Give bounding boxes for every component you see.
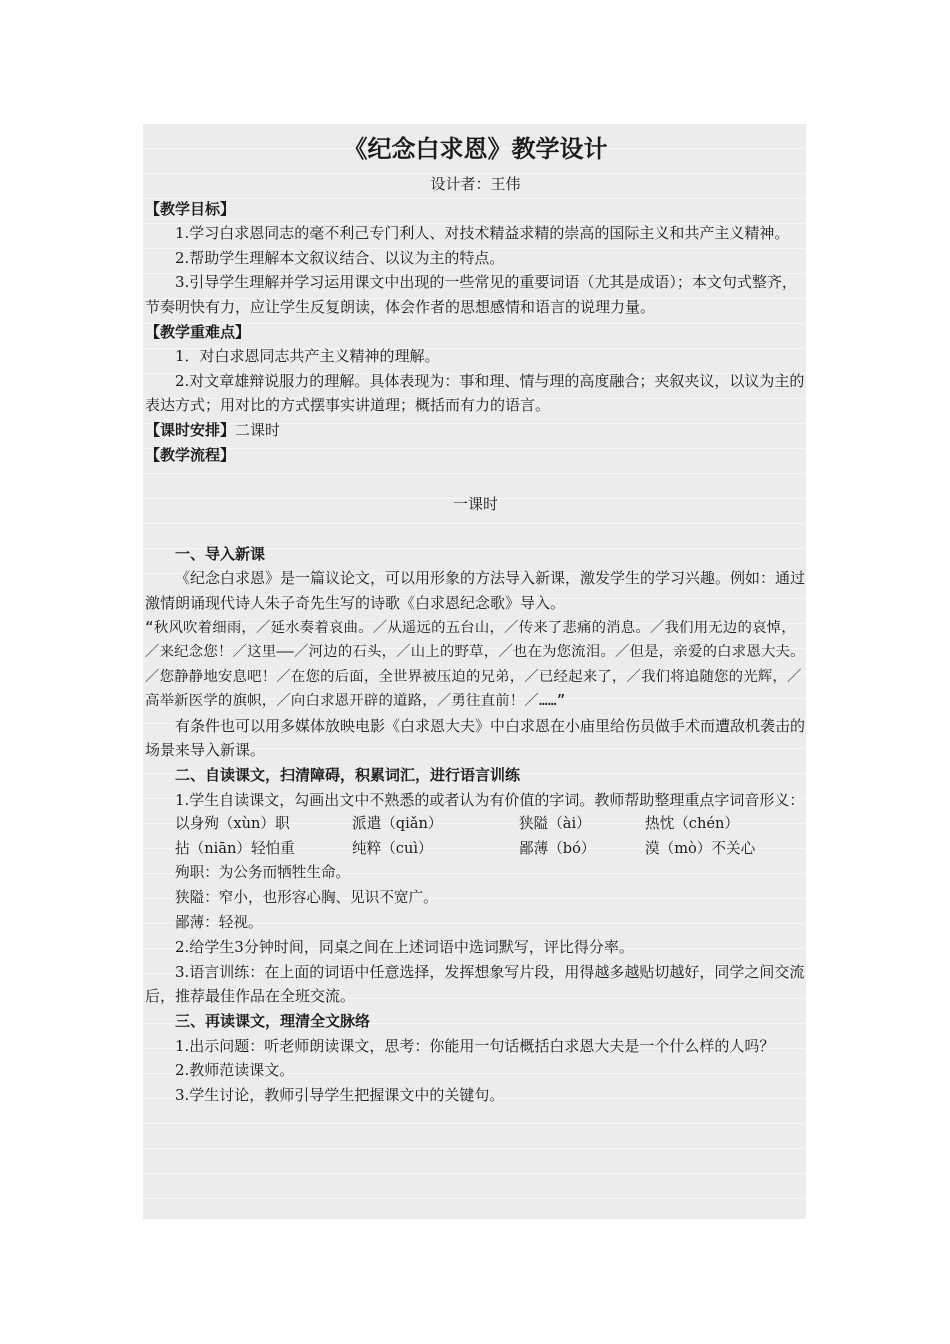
section-2-paragraph: 3.语言训练：在上面的词语中任意选择，发挥想象写片段，用得越多越贴切越好，同学之间交流后，推荐最佳作品在全班交流。 xyxy=(145,962,805,1006)
schedule-heading: 【课时安排】 xyxy=(145,420,236,439)
vocab-term: 以身殉（xùn）职 xyxy=(175,815,290,833)
process-heading: 【教学流程】 xyxy=(145,445,236,464)
section-3-item: 2.教师范读课文。 xyxy=(175,1061,295,1080)
spacer xyxy=(145,517,806,542)
document-page xyxy=(143,124,806,1219)
key-points-heading: 【教学重难点】 xyxy=(145,322,251,341)
section-2-paragraph: 1.学生自读课文，勾画出文中不熟悉的或者认为有价值的字词。教师帮助整理重点字词音形义： xyxy=(175,790,805,809)
section-2-paragraph: 2.给学生3分钟时间，同桌之间在上述词语中选词默写，评比得分率。 xyxy=(175,938,634,957)
section-1-paragraph: 有条件也可以用多媒体放映电影《白求恩大夫》中白求恩在小庙里给伤员做手术而遭敌机袭击的场景来导入新课。 xyxy=(145,716,806,760)
vocab-term: 拈（niān）轻怕重 xyxy=(175,839,295,857)
key-point-item: 1．对白求恩同志共产主义精神的理解。 xyxy=(175,347,440,366)
objective-item: 3.引导学生理解并学习运用课文中出现的一些常见的重要词语（尤其是成语）；本文句式整齐，节奏明快有力，应让学生反复朗读，体会作者的思想感情和语言的说理力量。 xyxy=(145,273,797,316)
objective-item: 1.学习白求恩同志的毫不利己专门利人、对技术精益求精的崇高的国际主义和共产主义精神。 xyxy=(175,224,790,243)
schedule-line xyxy=(145,418,806,443)
vocab-term: 纯粹（cuì） xyxy=(352,839,433,857)
section-1-heading: 一、导入新课 xyxy=(175,544,266,563)
section-3-item: 1.出示问题：听老师朗读课文，思考：你能用一句话概括白求恩大夫是一个什么样的人吗？ xyxy=(175,1036,775,1055)
vocab-term: 漠（mò）不关心 xyxy=(645,839,756,857)
section-3-heading: 三、再读课文，理清全文脉络 xyxy=(175,1012,371,1030)
vocab-definition: 殉职：为公务而牺牲生命。 xyxy=(175,864,351,882)
vocab-term: 派遣（qiǎn） xyxy=(352,815,443,833)
vocab-row xyxy=(145,812,806,837)
document-title: 《纪念白求恩》教学设计 xyxy=(343,135,608,163)
vocab-row xyxy=(145,837,806,862)
spacer xyxy=(145,467,806,492)
author-line: 设计者：王伟 xyxy=(430,175,521,193)
vocab-definition: 鄙薄：轻视。 xyxy=(175,913,263,931)
schedule-value: 二课时 xyxy=(235,420,281,439)
section-1-paragraph: 《纪念白求恩》是一篇议论文，可以用形象的方法导入新课，激发学生的学习兴趣。例如：通过激情朗诵现代诗人朱子奇先生写的诗歌《白求恩纪念歌》导入。 xyxy=(145,569,806,612)
vocab-term: 热忱（chén） xyxy=(645,815,739,833)
vocab-definition: 狭隘：窄小，也形容心胸、见识不宽广。 xyxy=(175,889,438,907)
lesson-label: 一课时 xyxy=(452,495,498,514)
section-3-item: 3.学生讨论，教师引导学生把握课文中的关键句。 xyxy=(175,1085,505,1104)
objective-item: 2.帮助学生理解本文叙议结合、以议为主的特点。 xyxy=(175,248,505,267)
vocab-term: 狭隘（ài） xyxy=(519,815,591,833)
vocab-term: 鄙薄（bó） xyxy=(519,839,596,857)
section-2-heading: 二、自读课文，扫清障碍，积累词汇，进行语言训练 xyxy=(175,766,521,785)
poem-quote: “秋风吹着细雨，／延水奏着哀曲。／从遥远的五台山，／传来了悲痛的消息。／我们用无边的哀悼，／来纪念您！／这里——／河边的石头，／山上的野草，／也在为您流泪。／但是，亲爱的白求恩大夫。／您静静地安息吧！／在您的后面，全世界被压迫的兄弟，／已经起来了，／我们将追随您的光辉，／高举新医学的旗帜，／向白求恩开辟的道路，／勇往直前！／……” xyxy=(145,619,805,710)
key-point-item: 2.对文章雄辩说服力的理解。具体表现为：事和理、情与理的高度融合；夹叙夹议，以议为主的表达方式；用对比的方式摆事实讲道理；概括而有力的语言。 xyxy=(145,371,805,415)
objectives-heading: 【教学目标】 xyxy=(145,199,236,218)
